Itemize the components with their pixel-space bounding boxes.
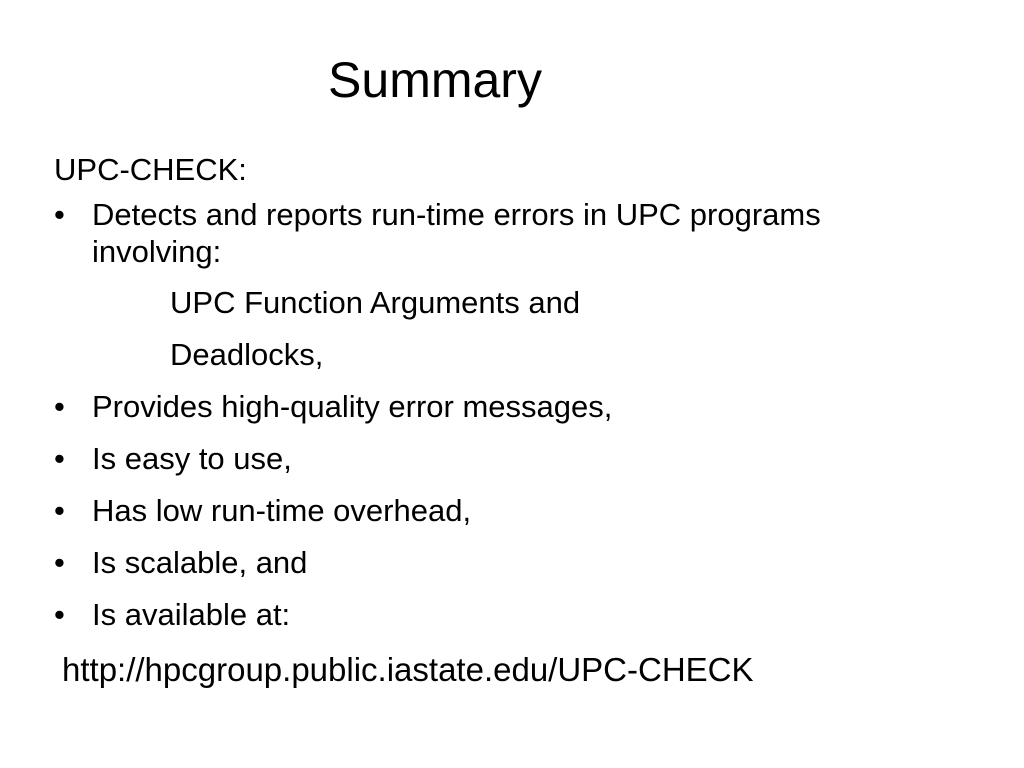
sub-item: Deadlocks, xyxy=(170,337,324,372)
bullet-text: Has low run-time overhead, xyxy=(92,493,472,528)
bullet-dot-icon: • xyxy=(54,197,65,232)
bullet-item xyxy=(54,544,954,582)
bullet-dot-icon: • xyxy=(54,597,65,632)
intro-label: UPC-CHECK: xyxy=(54,152,247,187)
bullet-text: Is scalable, and xyxy=(92,545,308,580)
bullet-text: Detects and reports run-time errors in UPC programs involving: xyxy=(92,197,821,269)
bullet-text: Is available at: xyxy=(92,597,291,632)
slide-title: Summary xyxy=(328,52,542,108)
bullet-text: Is easy to use, xyxy=(92,441,292,476)
bullet-dot-icon: • xyxy=(54,441,65,476)
bullet-item xyxy=(54,492,954,530)
bullet-dot-icon: • xyxy=(54,493,65,528)
bullet-dot-icon: • xyxy=(54,389,65,424)
bullet-item xyxy=(54,596,954,634)
url-text: http://hpcgroup.public.iastate.edu/UPC-CHECK xyxy=(62,651,754,688)
bullet-item xyxy=(54,196,954,270)
bullet-item xyxy=(54,440,954,478)
bullet-list xyxy=(54,196,954,648)
bullet-item xyxy=(54,388,954,426)
bullet-dot-icon: • xyxy=(54,545,65,580)
bullet-text: Provides high-quality error messages, xyxy=(92,389,613,424)
sub-item: UPC Function Arguments and xyxy=(170,285,581,320)
